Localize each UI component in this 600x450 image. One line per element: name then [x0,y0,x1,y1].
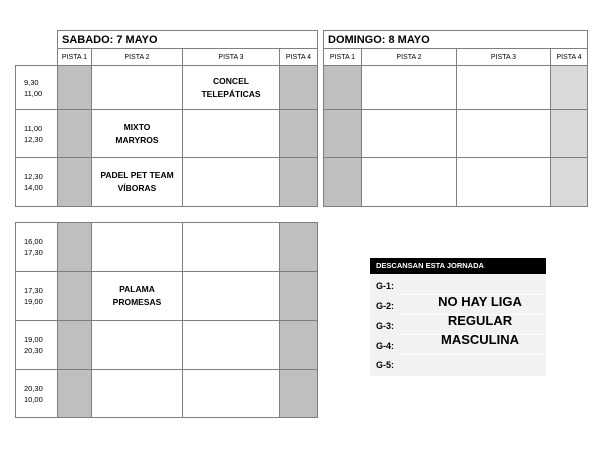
descansan-title: DESCANSAN ESTA JORNADA [370,258,546,274]
pista-2-cell [362,110,457,158]
col-pista-2: PISTA 2 [362,49,457,66]
time-slot: 16,00 17,30 [16,223,58,272]
pista-3-cell [183,370,280,418]
descansan-panel [370,258,546,376]
time-slot: 17,30 19,00 [16,272,58,321]
pista-4-cell [551,110,588,158]
col-pista-3: PISTA 3 [183,49,280,66]
group-label: G-5: [376,360,394,370]
pista-4-cell [280,66,318,110]
sunday-title: DOMINGO: 8 MAYO [324,31,588,49]
time-slot: 20,30 10,00 [16,370,58,418]
col-pista-4: PISTA 4 [551,49,588,66]
pista-3-cell: CONCEL TELEPÁTICAS [183,66,280,110]
pista-3-cell [183,321,280,370]
pista-2-cell [92,370,183,418]
pista-2-cell: MIXTO MARYROS [92,110,183,158]
pista-4-cell [551,66,588,110]
pista-3-cell [457,110,551,158]
col-pista-1: PISTA 1 [324,49,362,66]
pista-1-cell [324,66,362,110]
col-pista-4: PISTA 4 [280,49,318,66]
pista-2-cell: PADEL PET TEAM VÍBORAS [92,158,183,207]
saturday-afternoon-table [15,222,318,418]
pista-1-cell [58,272,92,321]
pista-4-cell [280,272,318,321]
pista-2-cell: PALAMA PROMESAS [92,272,183,321]
pista-4-cell [551,158,588,207]
pista-1-cell [58,158,92,207]
group-label: G-4: [376,341,394,351]
pista-3-cell [183,110,280,158]
pista-2-cell [362,158,457,207]
col-pista-1: PISTA 1 [58,49,92,66]
no-league-message: NO HAY LIGA REGULAR MASCULINA [438,294,522,347]
saturday-title: SABADO: 7 MAYO [58,31,318,49]
pista-4-cell [280,223,318,272]
pista-2-cell [92,223,183,272]
group-label: G-1: [376,281,394,291]
pista-3-cell [183,223,280,272]
saturday-schedule-table [15,30,318,207]
time-slot: 19,00 20,30 [16,321,58,370]
time-slot: 12,30 14,00 [16,158,58,207]
pista-2-cell [92,66,183,110]
pista-4-cell [280,321,318,370]
group-label: G-3: [376,321,394,331]
pista-2-cell [362,66,457,110]
time-slot: 11,00 12,30 [16,110,58,158]
pista-1-cell [58,321,92,370]
pista-3-cell [183,158,280,207]
pista-2-cell [92,321,183,370]
pista-1-cell [324,110,362,158]
pista-3-cell [457,66,551,110]
col-pista-2: PISTA 2 [92,49,183,66]
pista-3-cell [457,158,551,207]
pista-1-cell [324,158,362,207]
col-pista-3: PISTA 3 [457,49,551,66]
pista-4-cell [280,370,318,418]
pista-1-cell [58,66,92,110]
pista-4-cell [280,110,318,158]
pista-4-cell [280,158,318,207]
pista-1-cell [58,370,92,418]
time-slot: 9,30 11,00 [16,66,58,110]
sunday-schedule-table [323,30,588,207]
pista-1-cell [58,110,92,158]
corner-blank [16,31,58,49]
divider [398,354,546,355]
group-label: G-2: [376,301,394,311]
pista-1-cell [58,223,92,272]
pista-3-cell [183,272,280,321]
